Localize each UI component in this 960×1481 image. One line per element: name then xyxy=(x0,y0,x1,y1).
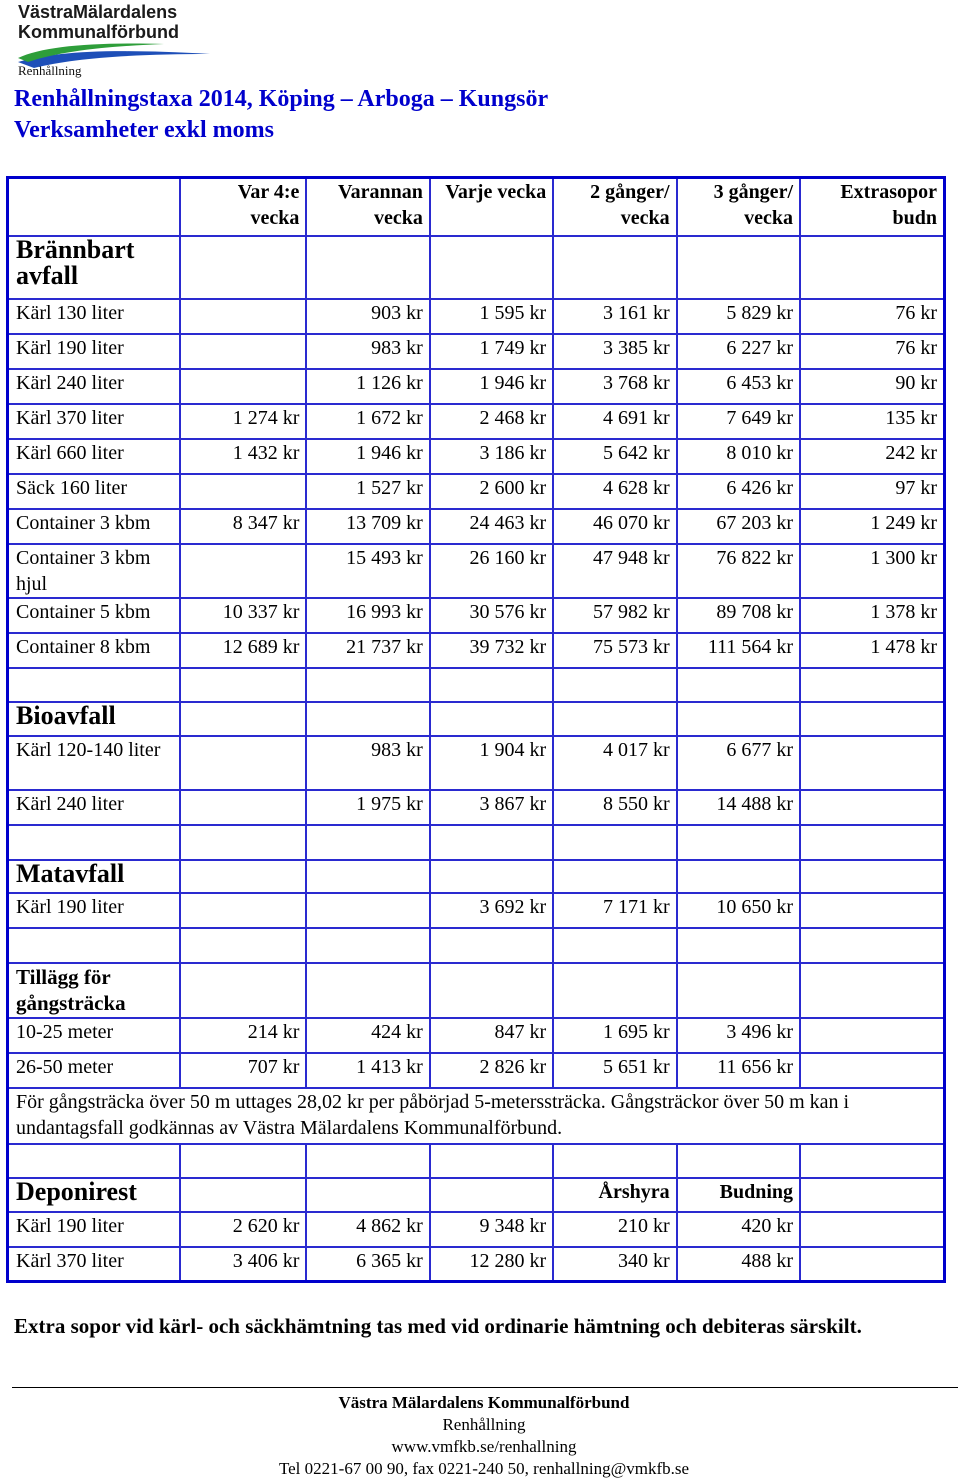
spacer-row xyxy=(8,1144,945,1178)
price-cell: 57 982 kr xyxy=(553,598,676,633)
table-row xyxy=(8,736,945,790)
section-heading: Bioavfall xyxy=(8,702,181,736)
row-label: Container 5 kbm xyxy=(8,598,181,633)
price-cell xyxy=(800,790,945,825)
row-label: Container 3 kbm hjul xyxy=(8,544,181,598)
row-label: Kärl 240 liter xyxy=(8,369,181,404)
price-cell: 12 280 kr xyxy=(430,1247,553,1282)
empty-cell xyxy=(800,1178,945,1212)
empty-cell xyxy=(430,963,553,1018)
price-cell xyxy=(180,790,306,825)
empty-cell xyxy=(677,860,800,893)
spacer-row xyxy=(8,825,945,860)
price-cell: 8 010 kr xyxy=(677,439,800,474)
empty-cell xyxy=(553,236,676,299)
rate-table xyxy=(6,176,946,1283)
price-cell: 21 737 kr xyxy=(306,633,429,668)
table-row xyxy=(8,404,945,439)
table-row xyxy=(8,893,945,928)
section-heading-row xyxy=(8,963,945,1018)
empty-cell xyxy=(180,963,306,1018)
section-heading: Deponirest xyxy=(8,1178,181,1212)
logo-line-3: Renhållning xyxy=(18,63,82,78)
row-label: 26-50 meter xyxy=(8,1053,181,1088)
row-label: Kärl 130 liter xyxy=(8,299,181,334)
price-cell: 2 468 kr xyxy=(430,404,553,439)
column-header-budning: Budning xyxy=(677,1178,800,1212)
price-cell: 1 527 kr xyxy=(306,474,429,509)
price-cell xyxy=(180,334,306,369)
empty-cell xyxy=(430,825,553,860)
price-cell: 90 kr xyxy=(800,369,945,404)
price-cell: 420 kr xyxy=(677,1212,800,1247)
page-title: Renhållningstaxa 2014, Köping – Arboga – Kungsör xyxy=(14,86,549,112)
empty-cell xyxy=(430,1178,553,1212)
footer-web: www.vmfkb.se/renhallning xyxy=(391,1437,577,1456)
price-cell xyxy=(180,544,306,598)
row-label: Kärl 240 liter xyxy=(8,790,181,825)
price-cell: 2 600 kr xyxy=(430,474,553,509)
empty-cell xyxy=(8,928,181,963)
price-cell: 1 249 kr xyxy=(800,509,945,544)
table-row xyxy=(8,1247,945,1282)
empty-cell xyxy=(677,236,800,299)
empty-cell xyxy=(306,825,429,860)
price-cell: 214 kr xyxy=(180,1018,306,1053)
empty-cell xyxy=(306,1144,429,1178)
table-row xyxy=(8,299,945,334)
price-cell: 76 kr xyxy=(800,334,945,369)
price-cell: 1 413 kr xyxy=(306,1053,429,1088)
price-cell xyxy=(800,1247,945,1282)
empty-cell xyxy=(800,668,945,702)
price-cell: 9 348 kr xyxy=(430,1212,553,1247)
price-cell: 488 kr xyxy=(677,1247,800,1282)
empty-cell xyxy=(553,860,676,893)
price-cell: 210 kr xyxy=(553,1212,676,1247)
price-cell: 903 kr xyxy=(306,299,429,334)
column-header: 2 gånger/ vecka xyxy=(553,178,676,236)
empty-cell xyxy=(430,702,553,736)
price-cell: 3 385 kr xyxy=(553,334,676,369)
price-cell: 30 576 kr xyxy=(430,598,553,633)
table-row xyxy=(8,1053,945,1088)
column-header: Var 4:e vecka xyxy=(180,178,306,236)
price-cell xyxy=(180,736,306,790)
price-cell: 983 kr xyxy=(306,736,429,790)
walking-distance-note: För gångsträcka över 50 m uttages 28,02 kr per påbörjad 5-meterssträcka. Gångsträckor över 50 m kan i undantagsfall godkännas av Västra Mälardalens Kommunalförbund. xyxy=(8,1088,945,1144)
price-cell: 15 493 kr xyxy=(306,544,429,598)
section-heading: Tillägg för gångsträcka xyxy=(8,963,181,1018)
price-cell: 13 709 kr xyxy=(306,509,429,544)
empty-cell xyxy=(430,1144,553,1178)
section-heading-row xyxy=(8,702,945,736)
price-cell: 424 kr xyxy=(306,1018,429,1053)
price-cell: 46 070 kr xyxy=(553,509,676,544)
empty-cell xyxy=(677,928,800,963)
price-cell: 983 kr xyxy=(306,334,429,369)
price-cell: 1 274 kr xyxy=(180,404,306,439)
empty-cell xyxy=(180,928,306,963)
column-header-arshyra: Årshyra xyxy=(553,1178,676,1212)
column-header: Varannan vecka xyxy=(306,178,429,236)
price-cell: 1 478 kr xyxy=(800,633,945,668)
price-cell: 2 620 kr xyxy=(180,1212,306,1247)
price-cell: 26 160 kr xyxy=(430,544,553,598)
empty-cell xyxy=(677,668,800,702)
price-cell: 135 kr xyxy=(800,404,945,439)
empty-cell xyxy=(430,860,553,893)
header-empty xyxy=(8,178,181,236)
price-cell: 3 186 kr xyxy=(430,439,553,474)
price-cell: 4 017 kr xyxy=(553,736,676,790)
price-cell: 707 kr xyxy=(180,1053,306,1088)
row-label: Kärl 120-140 liter xyxy=(8,736,181,790)
column-header: 3 gånger/ vecka xyxy=(677,178,800,236)
price-cell xyxy=(180,893,306,928)
empty-cell xyxy=(306,860,429,893)
empty-cell xyxy=(800,1144,945,1178)
empty-cell xyxy=(306,668,429,702)
empty-cell xyxy=(180,825,306,860)
empty-cell xyxy=(800,825,945,860)
price-cell xyxy=(800,893,945,928)
price-cell: 5 651 kr xyxy=(553,1053,676,1088)
price-cell: 75 573 kr xyxy=(553,633,676,668)
price-cell: 10 650 kr xyxy=(677,893,800,928)
price-cell: 1 695 kr xyxy=(553,1018,676,1053)
price-cell xyxy=(800,1018,945,1053)
empty-cell xyxy=(306,1178,429,1212)
empty-cell xyxy=(677,825,800,860)
price-cell: 340 kr xyxy=(553,1247,676,1282)
price-cell: 4 628 kr xyxy=(553,474,676,509)
price-cell: 6 365 kr xyxy=(306,1247,429,1282)
empty-cell xyxy=(180,1178,306,1212)
price-cell: 8 550 kr xyxy=(553,790,676,825)
price-cell: 3 692 kr xyxy=(430,893,553,928)
price-cell: 97 kr xyxy=(800,474,945,509)
empty-cell xyxy=(553,702,676,736)
price-cell: 3 768 kr xyxy=(553,369,676,404)
empty-cell xyxy=(430,668,553,702)
row-label: Kärl 660 liter xyxy=(8,439,181,474)
row-label: Kärl 190 liter xyxy=(8,1212,181,1247)
price-cell: 1 432 kr xyxy=(180,439,306,474)
price-cell: 3 161 kr xyxy=(553,299,676,334)
empty-cell xyxy=(306,236,429,299)
empty-cell xyxy=(8,1144,181,1178)
empty-cell xyxy=(553,668,676,702)
price-cell: 8 347 kr xyxy=(180,509,306,544)
empty-cell xyxy=(306,963,429,1018)
table-row xyxy=(8,790,945,825)
empty-cell xyxy=(430,928,553,963)
price-cell: 6 677 kr xyxy=(677,736,800,790)
price-cell: 10 337 kr xyxy=(180,598,306,633)
price-cell: 1 749 kr xyxy=(430,334,553,369)
price-cell: 1 300 kr xyxy=(800,544,945,598)
price-cell: 847 kr xyxy=(430,1018,553,1053)
empty-cell xyxy=(553,963,676,1018)
empty-cell xyxy=(180,668,306,702)
footnote: Extra sopor vid kärl- och säckhämtning tas med vid ordinarie hämtning och debiteras särskilt. xyxy=(14,1314,862,1338)
footer-org: Västra Mälardalens Kommunalförbund xyxy=(338,1393,630,1412)
row-label: 10-25 meter xyxy=(8,1018,181,1053)
table-row xyxy=(8,598,945,633)
price-cell xyxy=(180,299,306,334)
empty-cell xyxy=(800,860,945,893)
spacer-row xyxy=(8,928,945,963)
price-cell: 14 488 kr xyxy=(677,790,800,825)
footer-rule xyxy=(12,1387,958,1388)
empty-cell xyxy=(800,963,945,1018)
row-label: Kärl 190 liter xyxy=(8,334,181,369)
price-cell: 7 649 kr xyxy=(677,404,800,439)
empty-cell xyxy=(553,825,676,860)
price-cell: 7 171 kr xyxy=(553,893,676,928)
price-cell: 1 946 kr xyxy=(430,369,553,404)
section-heading: Matavfall xyxy=(8,860,181,893)
section-heading-row xyxy=(8,1178,945,1212)
empty-cell xyxy=(180,1144,306,1178)
price-cell: 24 463 kr xyxy=(430,509,553,544)
section-heading-row xyxy=(8,860,945,893)
table-row xyxy=(8,474,945,509)
price-cell xyxy=(180,474,306,509)
column-header: Extrasopor budn xyxy=(800,178,945,236)
price-cell: 67 203 kr xyxy=(677,509,800,544)
price-cell xyxy=(800,1053,945,1088)
price-cell: 6 227 kr xyxy=(677,334,800,369)
price-cell: 47 948 kr xyxy=(553,544,676,598)
logo-line-2: Kommunalförbund xyxy=(18,22,179,42)
column-header: Varje vecka xyxy=(430,178,553,236)
price-cell: 1 904 kr xyxy=(430,736,553,790)
price-cell: 6 453 kr xyxy=(677,369,800,404)
footer-contact: Tel 0221-67 00 90, fax 0221-240 50, renhallning@vmkfb.se xyxy=(278,1459,690,1478)
table-row xyxy=(8,369,945,404)
section-heading: Brännbart avfall xyxy=(8,236,181,299)
price-cell: 39 732 kr xyxy=(430,633,553,668)
price-cell: 3 867 kr xyxy=(430,790,553,825)
price-cell: 5 829 kr xyxy=(677,299,800,334)
empty-cell xyxy=(677,963,800,1018)
empty-cell xyxy=(677,1144,800,1178)
row-label: Container 3 kbm xyxy=(8,509,181,544)
empty-cell xyxy=(553,1144,676,1178)
price-cell: 11 656 kr xyxy=(677,1053,800,1088)
empty-cell xyxy=(8,825,181,860)
empty-cell xyxy=(800,928,945,963)
row-label: Kärl 190 liter xyxy=(8,893,181,928)
empty-cell xyxy=(306,928,429,963)
price-cell: 2 826 kr xyxy=(430,1053,553,1088)
table-row xyxy=(8,334,945,369)
row-label: Kärl 370 liter xyxy=(8,1247,181,1282)
empty-cell xyxy=(800,702,945,736)
price-cell: 76 kr xyxy=(800,299,945,334)
price-cell: 1 975 kr xyxy=(306,790,429,825)
price-cell: 4 691 kr xyxy=(553,404,676,439)
table-row xyxy=(8,1018,945,1053)
table-row xyxy=(8,1212,945,1247)
section-heading-row xyxy=(8,236,945,299)
empty-cell xyxy=(800,236,945,299)
price-cell: 5 642 kr xyxy=(553,439,676,474)
row-label: Kärl 370 liter xyxy=(8,404,181,439)
price-cell xyxy=(800,1212,945,1247)
page-subtitle: Verksamheter exkl moms xyxy=(14,117,274,143)
rate-table-body xyxy=(8,178,945,1282)
row-label: Container 8 kbm xyxy=(8,633,181,668)
footer-dept: Renhållning xyxy=(442,1415,526,1434)
price-cell: 1 378 kr xyxy=(800,598,945,633)
empty-cell xyxy=(180,702,306,736)
price-cell xyxy=(180,369,306,404)
price-cell: 1 672 kr xyxy=(306,404,429,439)
price-cell: 76 822 kr xyxy=(677,544,800,598)
table-row xyxy=(8,544,945,598)
price-cell: 89 708 kr xyxy=(677,598,800,633)
note-row xyxy=(8,1088,945,1144)
empty-cell xyxy=(677,702,800,736)
logo-line-1: VästraMälardalens xyxy=(18,2,178,22)
price-cell: 3 496 kr xyxy=(677,1018,800,1053)
row-label: Säck 160 liter xyxy=(8,474,181,509)
price-cell: 4 862 kr xyxy=(306,1212,429,1247)
price-cell: 3 406 kr xyxy=(180,1247,306,1282)
table-row xyxy=(8,633,945,668)
price-cell: 6 426 kr xyxy=(677,474,800,509)
table-row xyxy=(8,509,945,544)
price-cell: 111 564 kr xyxy=(677,633,800,668)
price-cell: 1 126 kr xyxy=(306,369,429,404)
price-cell: 1 946 kr xyxy=(306,439,429,474)
empty-cell xyxy=(553,928,676,963)
spacer-row xyxy=(8,668,945,702)
price-cell: 1 595 kr xyxy=(430,299,553,334)
empty-cell xyxy=(306,702,429,736)
price-cell xyxy=(800,736,945,790)
empty-cell xyxy=(430,236,553,299)
empty-cell xyxy=(180,860,306,893)
price-cell: 16 993 kr xyxy=(306,598,429,633)
price-cell: 12 689 kr xyxy=(180,633,306,668)
empty-cell xyxy=(180,236,306,299)
header-row xyxy=(8,178,945,236)
table-row xyxy=(8,439,945,474)
price-cell xyxy=(306,893,429,928)
empty-cell xyxy=(8,668,181,702)
logo xyxy=(14,2,214,80)
price-cell: 242 kr xyxy=(800,439,945,474)
